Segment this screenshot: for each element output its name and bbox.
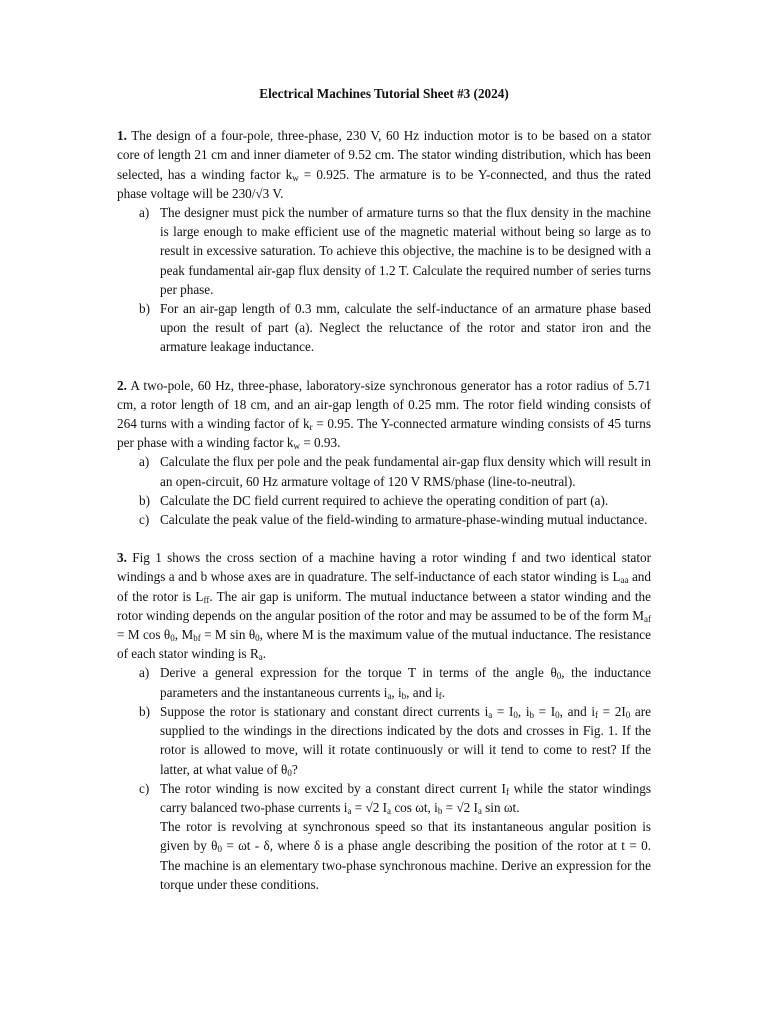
question-1-number: 1. <box>117 128 127 144</box>
question-1-parts <box>117 203 651 357</box>
question-2-part-a: a) Calculate the flux per pole and the peak fundamental air-gap flux density which will result in an open-circuit, 60 Hz armature voltage of 120 V RMS/phase (line-to-neutral). <box>139 454 651 489</box>
question-3-parts <box>117 663 651 893</box>
question-3-part-c: c) The rotor winding is now excited by a constant direct current $I_f$ while the stator windings carry balanced two-phase currents $i_a = √2$ $I_a$ cos ωt, $i_b = √2$ $I_a$ sin ωt. <box>139 780 651 816</box>
question-1-part-a: a) The designer must pick the number of armature turns so that the flux density in the machine is large enough to make efficient use of the magnetic material without being so large as to result in excessive saturation. To achieve this objective, the machine is to be designed with a peak fundamental air-gap flux density of 1.2 T. Calculate the required number of series turns per phase. <box>139 205 651 297</box>
document-title: Electrical Machines Tutorial Sheet #3 (2024) <box>259 86 509 101</box>
question-1: 1. The design of a four-pole, three-phase, 230 V, 60 Hz induction motor is to be based on a stator core of length 21 cm and inner diameter of 9.52 cm. The stator winding distribution, which has been selected, has a winding factor $k_w = 0.925$. The armature is to be Y-connected, and thus the rated phase voltage will be 230/√3 V. <box>117 128 652 201</box>
question-2: 2. A two-pole, 60 Hz, three-phase, laboratory-size synchronous generator has a rotor radius of 5.71 cm, a rotor length of 18 cm, and an air-gap length of 0.25 mm. The rotor field winding consists of 264 turns with a winding factor of $k_r = 0.95$. The Y-connected armature winding consists of 45 turns per phase with a winding factor $k_w = 0.93$. <box>117 377 651 452</box>
question-3: 3. Fig 1 shows the cross section of a machine having a rotor winding f and two identical stator windings a and b whose axes are in quadrature. The self-inductance of each stator winding is $L_{aa}$ and of the rotor is $L_{ff}$. The air gap is uniform. The mutual inductance between a stator winding and the rotor winding depends on the angular position of the rotor and may be assumed to be of the form $M_{af} = M$ $\cos \theta_0$, $M_{bf} = M$ $\sin \theta_0$, where M is the maximum value of the mutual inductance. The resistance of each stator winding is $R_a$. <box>117 550 651 663</box>
question-3-number: 3. <box>117 550 127 566</box>
question-2-number: 2. <box>117 377 127 393</box>
question-2-parts <box>117 452 651 529</box>
question-2-part-c: c) Calculate the peak value of the field-winding to armature-phase-winding mutual inductance. <box>139 512 648 528</box>
question-3-part-c-continued: The rotor is revolving at synchronous speed so that its instantaneous angular position is given by $\theta_0 = \omega t - \delta$, where δ is a phase angle describing the position of the rotor at t = 0. The machine is an elementary two-phase synchronous machine. Derive an expression for the torque under these conditions. <box>160 819 651 892</box>
question-3-part-a: a) Derive a general expression for the torque T in terms of the angle $\theta_0$, the inductance parameters and the instantaneous currents $i_a$, $i_b$, and $i_f$. <box>139 665 651 701</box>
question-1-part-b: b) For an air-gap length of 0.3 mm, calculate the self-inductance of an armature phase based upon the result of part (a). Neglect the reluctance of the rotor and stator iron and the armature leakage inductance. <box>139 301 651 355</box>
question-3-part-b: b) Suppose the rotor is stationary and constant direct currents $i_a = I_0$, $i_b = I_0$, and $i_f = 2I_0$ are supplied to the windings in the directions indicated by the dots and crosses in Fig. 1. If the rotor is allowed to move, will it rotate continuously or will it tend to come to rest? If the latter, at what value of $\theta_0$? <box>139 703 651 778</box>
question-2-part-b: b) Calculate the DC field current required to achieve the operating condition of part (a). <box>139 492 609 508</box>
document-page <box>117 84 651 894</box>
